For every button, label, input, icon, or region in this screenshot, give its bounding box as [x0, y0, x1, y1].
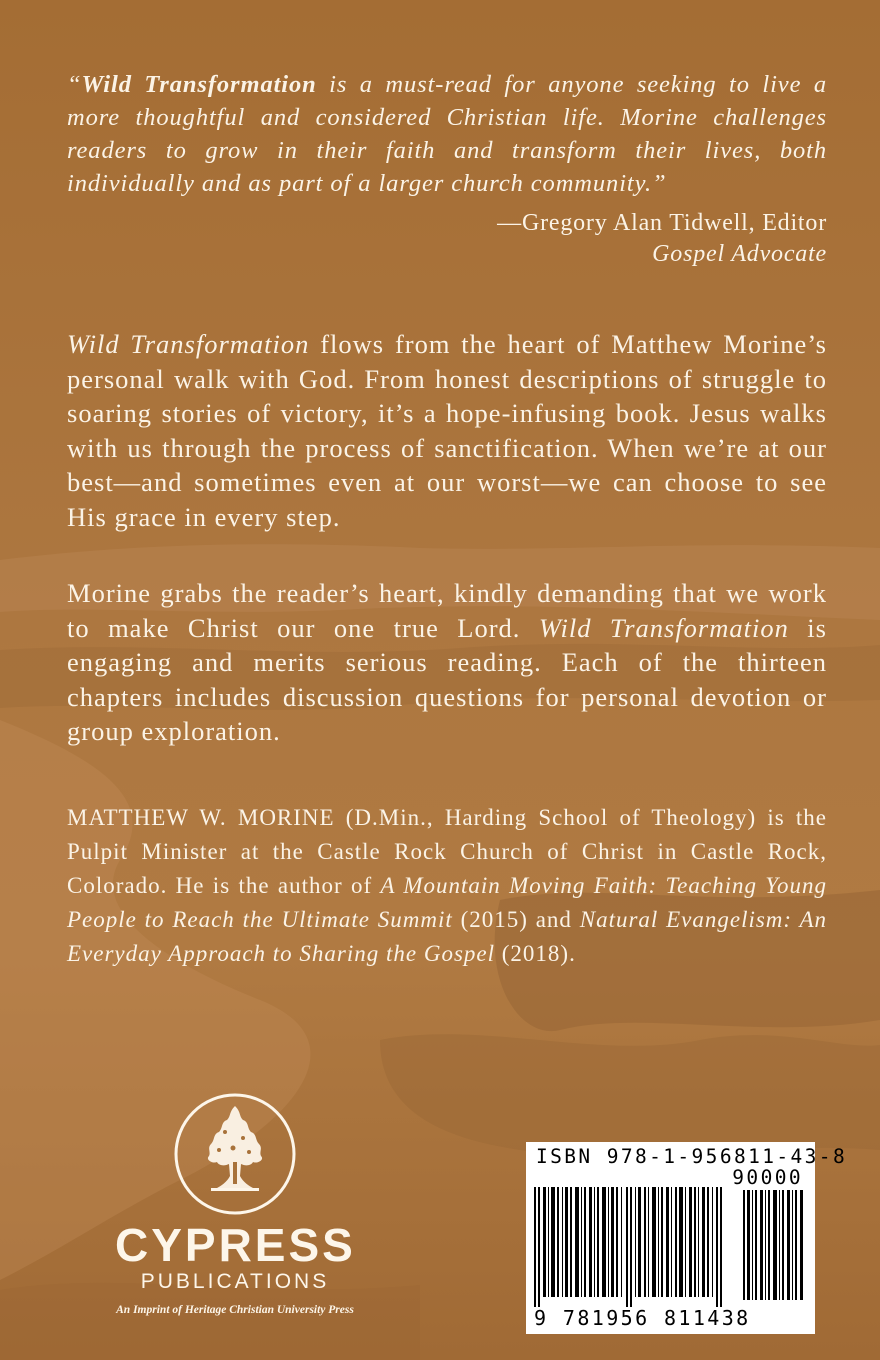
ean-number-text: 9 781956 811438: [534, 1306, 751, 1330]
p1-book-title: Wild Transformation: [67, 329, 310, 359]
p2-book-title: Wild Transformation: [538, 612, 789, 643]
author-bio: [67, 801, 827, 971]
endorsement-quote: [67, 68, 827, 200]
p1-text: flows from the heart of Matthew Morine’s personal walk with God. From honest descriptions of struggle to soaring stories of victory, it’s a hope-infusing book. Jesus walks with us through the process of sanctification. When we’re at our best—and sometimes even at our worst—we can choose to see His grace in every step.: [67, 329, 827, 532]
endorser-name: —Gregory Alan Tidwell, Editor: [497, 210, 827, 236]
description-paragraph-1: [67, 327, 827, 534]
p2-text: is engaging and merits serious reading. Each of the thirteen chapters includes discussion questions for personal devotion or group exploration.: [67, 612, 827, 746]
barcode-addon-text: 90000: [732, 1166, 803, 1189]
quote-text: is a must-read for anyone seeking to live a more thoughtful and considered Christian life. Morine challenges readers to grow in their faith and transform their lives, both individually and as part of a larger church community.”: [67, 71, 827, 197]
quote-book-title: Wild Transformation: [81, 71, 317, 98]
bio-book-2: Natural Evangelism: An Everyday Approach to Sharing the Gospel: [67, 906, 828, 966]
isbn-text: ISBN 978-1-956811-43-8: [536, 1145, 848, 1168]
endorsement-attribution: [67, 208, 827, 270]
publisher-imprint: An Imprint of Heritage Christian University Press: [116, 1304, 354, 1316]
publisher-logo: [115, 1092, 355, 1324]
addon-barcode-bars: [743, 1190, 805, 1300]
bio-book-1: A Mountain Moving Faith: Teaching Young People to Reach the Ultimate Summit: [67, 872, 827, 932]
description-paragraph-2: [67, 576, 827, 749]
bio-mid: (2015) and: [452, 906, 580, 932]
publisher-subtitle: PUBLICATIONS: [140, 1270, 330, 1293]
cypress-tree-icon: [173, 1092, 297, 1216]
p2-lead: Morine grabs the reader’s heart, kindly demanding that we work to make Christ our one true Lord.: [67, 578, 827, 643]
publisher-name: CYPRESS: [115, 1219, 356, 1271]
endorser-publication: Gospel Advocate: [652, 241, 827, 267]
isbn-barcode: [526, 1142, 848, 1334]
text-content: [67, 68, 827, 971]
bio-end: (2018).: [495, 940, 576, 966]
bio-lead: MATTHEW W. MORINE (D.Min., Harding School of Theology) is the Pulpit Minister at the Castle Rock Church of Christ in Castle Rock, Colorado. He is the author of: [67, 804, 827, 898]
ean-barcode-bars: [534, 1167, 734, 1307]
quote-open-mark: “: [67, 71, 82, 98]
